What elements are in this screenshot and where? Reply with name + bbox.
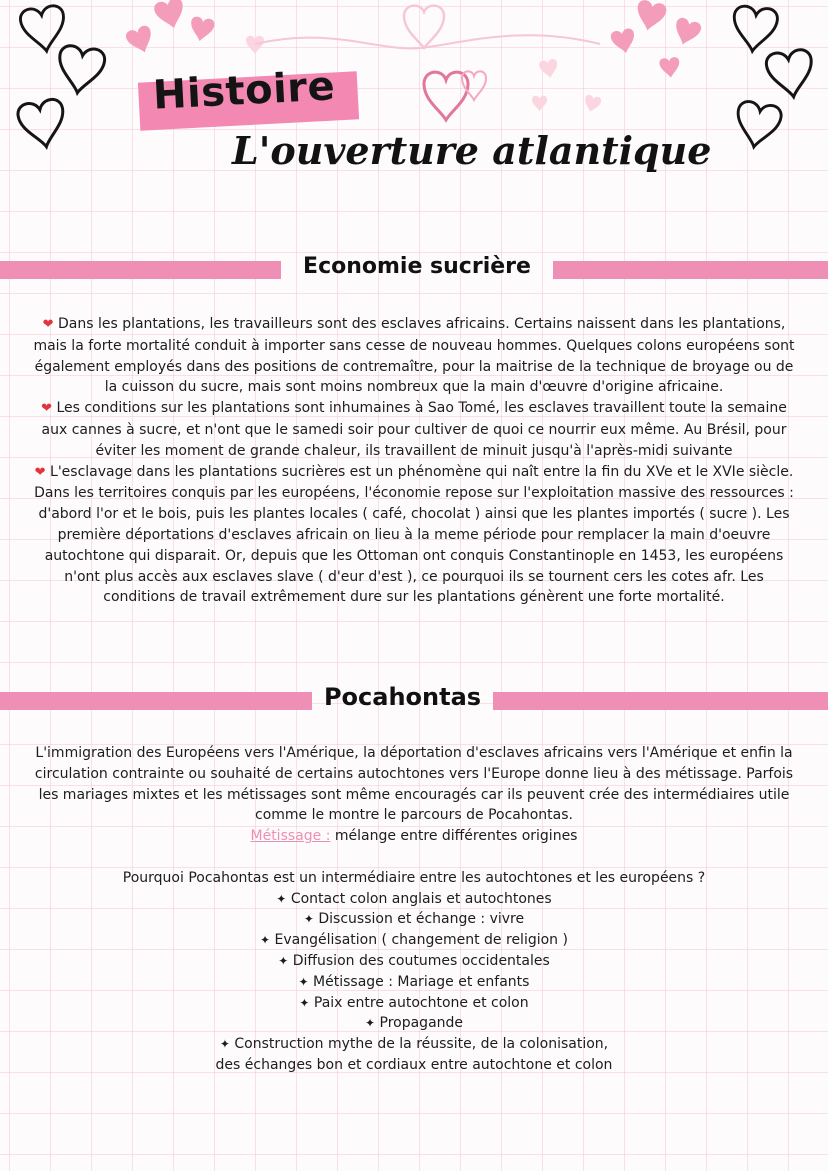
pink-heart-icon bbox=[610, 27, 638, 55]
paragraph bbox=[30, 462, 798, 609]
paragraph-text: Les conditions sur les plantations sont inhumaines à Sao Tomé, les esclaves travaillent toute la semaine aux cannes à sucre, et n'ont que le samedi soir pour cultiver de quoi ce nourrir eux même. Au Brésil, pour éviter les moment de grande chaleur, ils travaillent de minuit jusqu'à l'après-midi suivante bbox=[41, 400, 787, 459]
subject-title: Histoire bbox=[151, 63, 337, 119]
star-bullet-icon: ✦ bbox=[299, 995, 310, 1010]
section-header-bar bbox=[553, 261, 828, 279]
list-item: ✦ Contact colon anglais et autochtones bbox=[276, 890, 552, 907]
pink-heart-icon bbox=[246, 36, 264, 54]
pink-heart-icon bbox=[188, 16, 215, 43]
pink-heart-icon bbox=[124, 24, 156, 57]
pink-heart-icon bbox=[532, 96, 547, 111]
chapter-title: L'ouverture atlantique bbox=[232, 128, 712, 173]
star-bullet-icon: ✦ bbox=[303, 912, 314, 927]
heart-outline-icon bbox=[19, 5, 68, 54]
pink-heart-icon bbox=[153, 0, 188, 32]
spacer bbox=[30, 847, 798, 868]
heart-outline-icon bbox=[765, 48, 816, 100]
list-item-continuation: des échanges bon et cordiaux entre autochtone et colon bbox=[215, 1056, 613, 1073]
flourish-line bbox=[255, 35, 600, 48]
list-item: ✦ Diffusion des coutumes occidentales bbox=[278, 952, 550, 969]
star-bullet-icon: ✦ bbox=[219, 1037, 230, 1052]
heart-outline-icon bbox=[733, 100, 783, 151]
heart-outline-icon bbox=[404, 6, 444, 48]
pocahontas-text bbox=[30, 743, 798, 1076]
section-header-bar bbox=[493, 692, 828, 710]
heart-bullet-icon: ❤ bbox=[34, 464, 46, 480]
question: Pourquoi Pocahontas est un intermédiaire entre les autochtones et les européens ? bbox=[122, 869, 706, 886]
section-header-bar bbox=[0, 261, 281, 279]
paragraph-text: L'esclavage dans les plantations sucrières est un phénomène qui naît entre la fin du XVe et le XVIe siècle. Dans les territoires conquis par les européens, l'économie repose sur l'exploitation massive des ressources : d'abord l'or et le bois, puis les plantes locales ( café, chocolat ) ainsi que les plantes importés ( sucre ). Les première déportations d'esclaves africain on lieu à la meme période pour remplacer la main d'oeuvre autochtone qui disparait. Or, depuis que les Ottoman ont conquis Constantinople en 1453, les européens n'ont plus accès aux esclaves slave ( d'eur d'est ), ce pourquoi ils se tournent cers les cotes afr. Les conditions de travail extrêmement dure sur les plantations génèrent une forte mortalité. bbox=[34, 463, 794, 606]
definition-text: mélange entre différentes origines bbox=[334, 828, 578, 845]
heart-bullet-icon: ❤ bbox=[41, 401, 52, 417]
list-item: ✦ Discussion et échange : vivre bbox=[303, 911, 525, 928]
section-title-economie: Economie sucrière bbox=[303, 254, 531, 279]
pink-heart-icon bbox=[659, 57, 681, 79]
definition-term: Métissage : bbox=[250, 828, 331, 845]
list-item: ✦ Construction mythe de la réussite, de la colonisation, bbox=[219, 1036, 609, 1053]
intro-paragraph: L'immigration des Européens vers l'Amérique, la déportation d'esclaves africains vers l'Amérique et enfin la circulation contrainte ou souhaité de certains autochtones vers l'Europe donne lieu à des métissage. Parfois les mariages mixtes et les métissages sont même encouragés car ils peuvent crée des intermédiaires utile comme le montre le parcours de Pocahontas. bbox=[34, 745, 794, 824]
list-item: ✦ Métissage : Mariage et enfants bbox=[298, 973, 530, 990]
pink-heart-icon bbox=[539, 58, 560, 79]
heart-outline-icon bbox=[55, 44, 106, 96]
star-bullet-icon: ✦ bbox=[276, 891, 287, 906]
list-item: ✦ Paix entre autochtone et colon bbox=[299, 994, 529, 1011]
star-bullet-icon: ✦ bbox=[298, 974, 309, 989]
definition bbox=[30, 826, 798, 847]
section-header-bar bbox=[0, 692, 312, 710]
pink-heart-icon bbox=[582, 94, 602, 114]
heart-outline-icon bbox=[16, 98, 68, 151]
economie-text bbox=[30, 314, 798, 608]
paragraph bbox=[30, 314, 798, 398]
star-bullet-icon: ✦ bbox=[364, 1016, 376, 1031]
list-item: ✦ Evangélisation ( changement de religion ) bbox=[260, 932, 568, 949]
pink-heart-icon bbox=[671, 16, 703, 48]
paragraph-text: Dans les plantations, les travailleurs sont des esclaves africains. Certains naissent dans les plantations, mais la forte mortalité conduit à importer sans cesse de nouveau hommes. Quelques colons européens sont également employés dans des positions de contremaître, pour la maitrise de la technique de broyage ou de la cuisson du sucre, mais sont moins nombreux que la main d'œuvre d'origine africaine. bbox=[33, 316, 795, 396]
pink-heart-icon bbox=[633, 0, 667, 33]
star-bullet-icon: ✦ bbox=[278, 953, 289, 968]
section-title-pocahontas: Pocahontas bbox=[323, 683, 482, 711]
star-bullet-icon: ✦ bbox=[260, 933, 271, 948]
heart-outline-icon bbox=[731, 5, 779, 53]
paragraph bbox=[30, 398, 798, 461]
list-item: ✦ Propagande bbox=[364, 1015, 464, 1032]
heart-bullet-icon: ❤ bbox=[42, 317, 54, 332]
